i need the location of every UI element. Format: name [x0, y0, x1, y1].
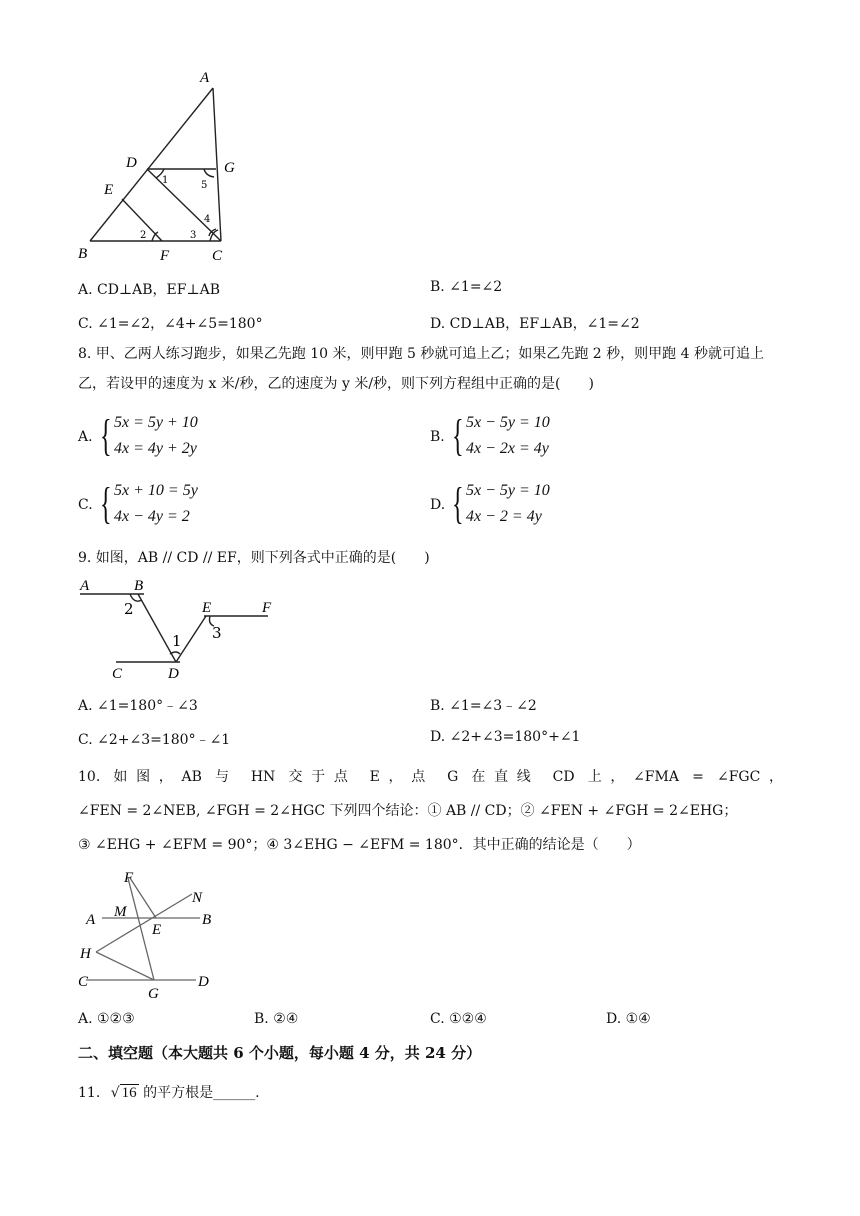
- label-F: F: [160, 248, 170, 264]
- label-D: D: [126, 155, 137, 171]
- section-heading: 二、填空题（本大题共 6 个小题，每小题 4 分，共 24 分）: [78, 1044, 482, 1062]
- q10-line2: ∠FEN = 2∠NEB, ∠FGH = 2∠HGC 下列四个结论：① AB // CD；② ∠FEN + ∠FGH = 2∠EHG；: [78, 803, 738, 819]
- q11-number: 11.: [78, 1085, 101, 1101]
- q10-option-c: C. ①②④: [430, 1011, 487, 1027]
- label-B: B: [202, 912, 212, 928]
- label-H: H: [80, 946, 91, 962]
- q7-option-a: A. CD⊥AB，EF⊥AB: [78, 282, 221, 298]
- triangle-figure-q7: [76, 66, 246, 266]
- equation: 5x + 10 = 5y: [114, 482, 198, 499]
- label-G: G: [148, 986, 159, 1002]
- label-F: F: [262, 600, 272, 616]
- label-B: B: [78, 246, 88, 262]
- q8-option-d-label: D.: [430, 497, 446, 513]
- label-E: E: [152, 922, 162, 938]
- label-G: G: [224, 160, 235, 176]
- angle-label-3: 3: [190, 230, 197, 241]
- q11-text: 的平方根是______.: [143, 1085, 260, 1101]
- equation: 5x = 5y + 10: [114, 414, 198, 431]
- label-D: D: [168, 666, 179, 682]
- q8-option-b-label: B.: [430, 429, 445, 445]
- label-C: C: [78, 974, 89, 990]
- sqrt-symbol: √: [110, 1085, 120, 1101]
- angle-label-1: 1: [172, 632, 182, 650]
- angle-label-3: 3: [212, 624, 222, 642]
- angle-label-4: 4: [204, 214, 211, 225]
- label-D: D: [198, 974, 209, 990]
- label-E: E: [104, 182, 114, 198]
- q7-option-b: B. ∠1=∠2: [430, 279, 503, 295]
- equation: 5x − 5y = 10: [466, 482, 550, 499]
- label-A: A: [86, 912, 96, 928]
- q11: [78, 1082, 260, 1102]
- q10-option-d: D. ①④: [606, 1011, 651, 1027]
- q9-text: 9. 如图，AB // CD // EF，则下列各式中正确的是( ): [78, 550, 430, 566]
- q9-option-c: C. ∠2+∠3=180°﹣∠1: [78, 732, 231, 748]
- parallel-lines-figure-q9: [76, 574, 286, 684]
- q10-line3: ③ ∠EHG + ∠EFM = 90°；④ 3∠EHG − ∠EFM = 180°．其中正确的结论是（ ）: [78, 837, 641, 853]
- equation: 4x − 2x = 4y: [466, 440, 549, 457]
- q9-option-b: B. ∠1=∠3﹣∠2: [430, 698, 537, 714]
- equation: 4x − 4y = 2: [114, 508, 190, 525]
- q9-option-a: A. ∠1=180°﹣∠3: [78, 698, 198, 714]
- q10-line1: 10. 如图，AB 与 HN 交于点 E，点 G 在直线 CD 上，∠FMA = ∠FGC，: [78, 769, 783, 785]
- label-N: N: [192, 890, 203, 906]
- label-E: E: [202, 600, 212, 616]
- label-C: C: [212, 248, 223, 264]
- angle-label-2: 2: [124, 600, 134, 618]
- q8-option-a-label: A.: [78, 429, 93, 445]
- label-F: F: [124, 870, 134, 886]
- geometry-figure-q10: [76, 864, 226, 1004]
- label-A: A: [200, 70, 210, 86]
- label-B: B: [134, 578, 144, 594]
- equation: 5x − 5y = 10: [466, 414, 550, 431]
- q10-option-b: B. ②④: [254, 1011, 299, 1027]
- radicand: 16: [121, 1085, 137, 1101]
- q8-option-c-label: C.: [78, 497, 93, 513]
- angle-label-2: 2: [140, 230, 147, 241]
- q9-option-d: D. ∠2+∠3=180°+∠1: [430, 729, 581, 745]
- label-C: C: [112, 666, 123, 682]
- equation: 4x = 4y + 2y: [114, 440, 197, 457]
- equation: 4x − 2 = 4y: [466, 508, 542, 525]
- q7-option-c: C. ∠1=∠2，∠4+∠5=180°: [78, 316, 263, 332]
- angle-label-5: 5: [201, 180, 208, 191]
- label-M: M: [114, 904, 127, 920]
- label-A: A: [80, 578, 90, 594]
- q8-text: 8. 甲、乙两人练习跑步，如果乙先跑 10 米，则甲跑 5 秒就可追上乙；如果乙先跑 2 秒，则甲跑 4 秒就可追上乙，若设甲的速度为 x 米/秒，乙的速度为 y 米/秒，则下列方程组中正确的是( ): [78, 346, 764, 392]
- q10-option-a: A. ①②③: [78, 1011, 135, 1027]
- q7-option-d: D. CD⊥AB，EF⊥AB，∠1=∠2: [430, 316, 640, 332]
- angle-label-1: 1: [162, 175, 169, 186]
